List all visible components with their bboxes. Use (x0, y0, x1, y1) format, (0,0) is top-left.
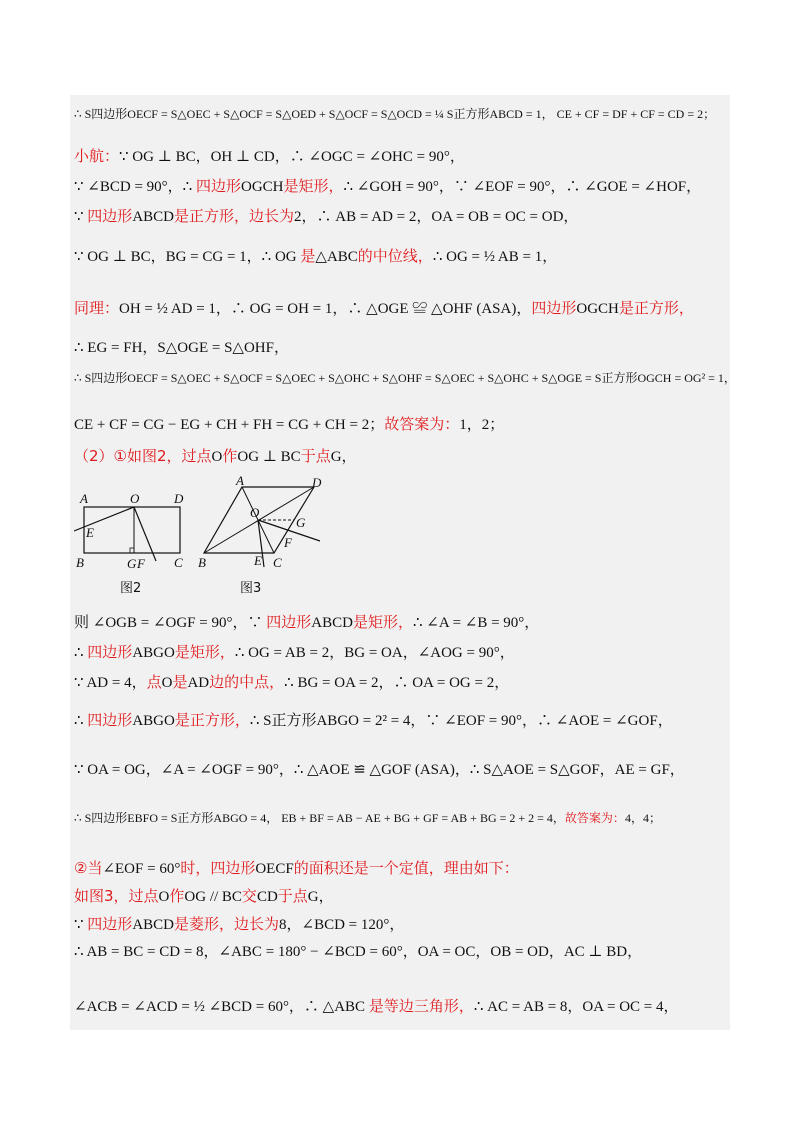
math-expression: OH = ½ AD = 1，∴ OG = OH = 1，∴ △OGE ≌ △OHF (ASA)， (119, 301, 532, 317)
explanation-text: 是等边三角形， (368, 997, 474, 1015)
math-expression: ∴ AB = BC = CD = 8，∠ABC = 180° − ∠BCD = 60°，OA = OC，OB = OD，AC ⊥ BD， (74, 944, 643, 960)
math-expression: ∵ (74, 209, 88, 225)
solution-line (74, 104, 715, 124)
solution-line (74, 886, 334, 907)
math-expression: 4，4； (624, 811, 661, 825)
explanation-text: 是 (172, 673, 188, 691)
explanation-text: 边的中点， (209, 673, 285, 691)
explanation-text: 的中位线， (357, 247, 433, 265)
solution-line (74, 246, 557, 267)
solution-line (74, 446, 357, 467)
math-expression: 2，∴ AB = AD = 2，OA = OB = OC = OD， (294, 209, 579, 225)
explanation-text: 四边形 (87, 207, 133, 225)
solution-line (74, 914, 404, 935)
explanation-text: 四边形 (87, 915, 133, 933)
explanation-text: 故答案为： (564, 811, 625, 825)
explanation-text: 是正方形， (618, 299, 694, 317)
math-expression: G， (307, 889, 334, 905)
solution-line (74, 338, 289, 358)
math-expression: ∴ EG = FH，S△OGE = S△OHF， (74, 340, 289, 356)
solution-line (74, 996, 679, 1017)
explanation-text: 于点 (300, 447, 331, 465)
math-expression: OG // BC (184, 889, 242, 905)
label-g: G (127, 556, 137, 571)
figure-2 (74, 491, 184, 596)
explanation-text: （2）①如图2，过点 (74, 447, 212, 465)
math-expression: OGCH (576, 301, 619, 317)
math-expression: ∴ S四边形OECF = S△OEC + S△OCF = S△OED + S△OCF = S△OCD = ¼ S正方形ABCD = 1， (74, 107, 554, 121)
math-expression: ∠EOF = 60° (102, 861, 181, 877)
label-e: E (254, 553, 262, 568)
math-expression: 则 ∠OGB = ∠OGF = 90°，∵ (74, 615, 267, 631)
math-expression: CE + CF = CG − EG + CH + FH = CG + CH = 2； (74, 417, 385, 433)
solution-line (74, 942, 642, 962)
math-expression: ∴ OG = ½ AB = 1， (432, 249, 558, 265)
explanation-text: 作 (169, 887, 185, 905)
explanation-text: 是正方形， (174, 711, 250, 729)
explanation-text: 是 (300, 247, 316, 265)
math-expression: ∴ S四边形OECF = S△OEC + S△OCF = S△OEC + S△OHC + S△OHF = S△OEC + S△OHC + S△OGE = S正方形OGCH = OG² = 1， (74, 371, 736, 385)
solution-line (74, 368, 736, 388)
math-expression: ∴ BG = OA = 2，∴ OA = OG = 2， (284, 675, 510, 691)
explanation-text: 四边形 (195, 177, 241, 195)
label-g: G (296, 515, 306, 530)
explanation-text: 时，四边形 (180, 859, 256, 877)
math-expression: EB + BF = AB − AE + BG + GF = AB + BG = 2 + 2 = 4， (278, 811, 565, 825)
caption-figure-3: 图3 (240, 581, 262, 596)
explanation-text: 是矩形， (283, 177, 344, 195)
explanation-text: 四边形 (531, 299, 577, 317)
math-expression: O (161, 675, 173, 691)
math-expression: CD (256, 889, 278, 905)
math-expression: OECF (255, 861, 294, 877)
label-e: E (86, 525, 94, 540)
math-expression: ∵ AD = 4， (74, 675, 147, 691)
math-expression: ∴ OG = AB = 2，BG = OA，∠AOG = 90°， (234, 645, 515, 661)
math-expression: 1，2； (459, 417, 505, 433)
explanation-text: 于点 (277, 887, 308, 905)
label-a: A (80, 491, 88, 506)
math-expression: ∴ AC = AB = 8，OA = OC = 4， (473, 999, 679, 1015)
rectangle-abcd (84, 507, 180, 553)
math-expression: ∵ OG ⊥ BC，BG = CG = 1，∴ OG (74, 249, 301, 265)
math-expression: ∴ ∠A = ∠B = 90°， (412, 615, 540, 631)
explanation-text: 小航： (74, 147, 120, 165)
math-expression: ABGO (132, 713, 175, 729)
explanation-text: 四边形 (266, 613, 312, 631)
math-expression: OGCH (240, 179, 284, 195)
solution-line (74, 146, 465, 167)
solution-line (74, 760, 685, 780)
right-angle-mark (130, 548, 134, 553)
label-o: O (130, 491, 140, 506)
math-expression: AD (187, 675, 210, 691)
math-expression: ∵ OG ⊥ BC，OH ⊥ CD，∴ ∠OGC = ∠OHC = 90°， (119, 149, 465, 165)
explanation-text: 如图3，过点 (74, 887, 159, 905)
math-expression: ABCD (311, 615, 353, 631)
explanation-text: ②当 (74, 859, 103, 877)
label-o: O (250, 505, 260, 520)
math-expression: O (158, 889, 170, 905)
label-f: F (284, 535, 292, 550)
caption-figure-2: 图2 (120, 581, 142, 596)
math-expression: ∴ (74, 645, 88, 661)
explanation-text: 是正方形，边长为 (174, 207, 295, 225)
label-c: C (174, 555, 183, 570)
label-b: B (198, 555, 206, 570)
figure-3 (198, 475, 322, 596)
explanation-text: 点 (146, 673, 162, 691)
math-expression: ∠ACB = ∠ACD = ½ ∠BCD = 60°，∴ △ABC (74, 999, 369, 1015)
math-expression: G， (330, 449, 357, 465)
math-expression: ∴ (74, 713, 88, 729)
solution-line (74, 642, 515, 663)
explanation-text: 是矩形， (174, 643, 235, 661)
math-expression: O (211, 449, 223, 465)
math-expression: △ABC (315, 249, 358, 265)
math-expression: CE + CF = DF + CF = CD = 2； (553, 107, 716, 121)
explanation-text: 是矩形， (352, 613, 413, 631)
math-expression: ∵ (74, 917, 88, 933)
line-oe (74, 507, 134, 531)
explanation-text: 四边形 (87, 643, 133, 661)
figures-area (74, 475, 334, 605)
math-expression: ABGO (132, 645, 175, 661)
solution-line (74, 206, 578, 227)
explanation-text: 是菱形，边长为 (174, 915, 280, 933)
solution-line (74, 672, 509, 693)
math-expression: OG ⊥ BC (237, 449, 301, 465)
label-d: D (312, 475, 322, 490)
explanation-text: 故答案为： (384, 415, 460, 433)
math-expression: ABCD (132, 917, 174, 933)
solution-line (74, 612, 539, 633)
solution-line (74, 710, 673, 731)
label-c: C (273, 555, 282, 570)
label-a: A (236, 475, 244, 488)
solution-line (74, 176, 701, 197)
explanation-text: 作 (222, 447, 238, 465)
solution-line (74, 858, 519, 879)
explanation-text: 四边形 (87, 711, 133, 729)
math-expression: 8，∠BCD = 120°， (279, 917, 405, 933)
solution-line (74, 414, 504, 435)
label-d: D (174, 491, 184, 506)
label-b: B (76, 555, 84, 570)
solution-line (74, 298, 694, 319)
solution-line (74, 808, 661, 828)
explanation-text: 交 (241, 887, 257, 905)
explanation-text: 同理： (74, 299, 120, 317)
math-expression: ABCD (132, 209, 174, 225)
math-expression: ∴ S四边形EBFO = S正方形ABGO = 4， (74, 811, 279, 825)
math-expression: ∴ ∠GOH = 90°，∵ ∠EOF = 90°，∴ ∠GOE = ∠HOF， (343, 179, 702, 195)
explanation-text: 的面积还是一个定值，理由如下： (293, 859, 519, 877)
label-f: F (137, 556, 145, 571)
math-expression: ∴ S正方形ABGO = 2² = 4，∵ ∠EOF = 90°，∴ ∠AOE = ∠GOF， (249, 713, 673, 729)
math-expression: ∵ ∠BCD = 90°，∴ (74, 179, 196, 195)
math-expression: ∵ OA = OG，∠A = ∠OGF = 90°，∴ △AOE ≌ △GOF (ASA)，∴ S△AOE = S△GOF，AE = GF， (74, 762, 685, 778)
